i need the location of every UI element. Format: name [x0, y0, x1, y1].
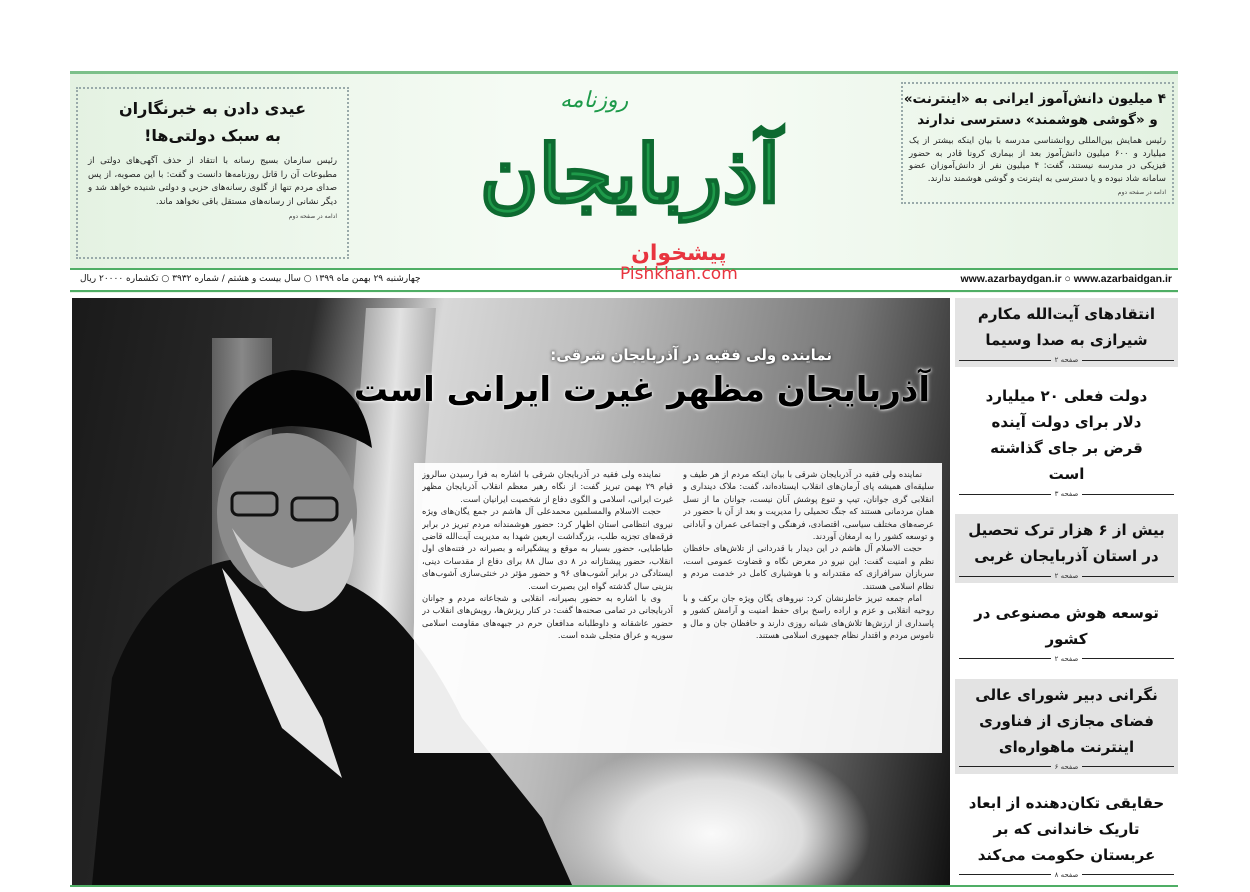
sidebar-item[interactable]: [955, 380, 1178, 501]
headline-kicker: نماینده ولی فقیه در آذربایجان شرقی:: [550, 346, 832, 364]
sidebar-headlines: [955, 298, 1178, 888]
teaser-title: به سبک دولتی‌ها!: [144, 126, 281, 145]
page-number: صفحه ۲: [1054, 356, 1079, 364]
bottom-rule: [70, 885, 1178, 887]
sidebar-headline: دولت فعلی ۲۰ میلیارد دلار برای دولت آینده قرض بر جای گذاشته است: [985, 387, 1148, 484]
lead-photo: [72, 298, 950, 885]
sidebar-headline: انتقادهای آیت‌الله مکارم شیرازی به صدا وسیما: [977, 305, 1156, 349]
paragraph: وی با اشاره به حضور بصیرانه، انقلابی و شجاعانه مردم و جوانان آذربایجانی در تمامی صحنه‌ها گفت: در کنار ریزش‌ها، رویش‌های انقلاب در حضور عاشقانه و داوطلبانه مدافعان حرم در جبهه‌های مقاومت اسلامی سوریه و عراق متجلی شده است.: [422, 593, 673, 641]
sidebar-headline: توسعه هوش مصنوعی در کشور: [974, 603, 1159, 648]
lead-headline[interactable]: [353, 346, 950, 410]
page-number: صفحه ۸: [1054, 870, 1079, 879]
teaser-body: رئیس سازمان بسیج رسانه با انتقاد از حذف آگهی‌های دولتی از مطبوعات آن را قاتل روزنامه‌ها دانست و گفت: با این مصوبه، از پس صدای مردم تنها از گلوی رسانه‌های حزبی و دولتی شنیده خواهد شد و دیگر نشانی از رسانه‌های مستقل باقی نخواهد ماند.: [88, 156, 337, 207]
teaser-title: و «گوشی هوشمند» دسترسی ندارند: [917, 112, 1158, 128]
page-ref: [959, 354, 1174, 366]
page-ref: [959, 653, 1174, 665]
page-ref: [959, 761, 1174, 773]
sidebar-item[interactable]: [955, 514, 1178, 583]
page-number: صفحه ۳: [1054, 490, 1079, 499]
sidebar-headline: بیش از ۶ هزار ترک تحصیل در استان آذربایجان غربی: [968, 521, 1165, 566]
continued-note: ادامه در صفحه دوم: [1117, 189, 1166, 196]
teaser-title: ۴ میلیون دانش‌آموز ایرانی به «اینترنت»: [903, 91, 1166, 107]
watermark-fa: پیشخوان: [631, 241, 727, 266]
sidebar-item[interactable]: [955, 679, 1178, 774]
page-ref: [959, 869, 1174, 881]
headline-title: آذربایجان مظهر غیرت ایرانی است: [353, 370, 930, 410]
page-number: صفحه ۲: [1054, 654, 1079, 663]
paragraph: امام جمعه تبریز خاطرنشان کرد: نیروهای یگان ویژه جان برکف و با روحیه انقلابی و عزم و اراده راسخ برای حفظ امنیت و آرامش کشور و پاسداری از ارزش‌ها تلاش‌های شبانه روزی دارند و حافظان جان و مال و ناموس مردم و اقتدار نظام جمهوری اسلامی هستند.: [683, 593, 934, 641]
watermark-en: Pishkhan.com: [620, 264, 738, 284]
paragraph: حجت الاسلام والمسلمین محمدعلی آل هاشم در جمع یگان‌های ویژه نیروی انتظامی استان اظهار کرد: حضور هوشمندانه مردم تبریز در برابر فرقه‌های تجزیه طلب، بزرگداشت اربعین شهدا به مدیریت آیت‌الله قاضی طباطبایی، حضور بسیار به موقع و پیشگیرانه و بصیرانه در فتنه‌های اول انقلاب، حضور پیشتازانه در ۸ دی سال ۸۸ برای دفاع از مقدسات دینی، ایستادگی در برابر آشوب‌های ۹۶ و حضور مؤثر در خنثی‌سازی آشوب‌های بنزینی سال گذشته گواه این بصیرت است.: [422, 506, 673, 591]
article-column-left: [683, 468, 934, 748]
paragraph: حجت الاسلام آل هاشم در این دیدار با قدردانی از تلاش‌های حافظان نظم و امنیت گفت: این نیرو در معرض نگاه و قضاوت عمومی است، سربازان سرافرازی که مقتدرانه و با هوشیاری کامل در خدمت مردم و نظام اسلامی هستند.: [683, 543, 934, 591]
teaser-body: رئیس همایش بین‌المللی روانشناسی مدرسه با بیان اینکه بیشتر از یک میلیارد و ۶۰۰ میلیون دانش‌آموز بعد از بیماری کرونا قادر به حضور فیزیکی در مدرسه نیستند، گفت: ۴ میلیون نفر از دانش‌آموزان عضو سامانه شاد نبوده و یا دسترسی به اینترنت و گوشی هوشمند ندارند.: [909, 136, 1166, 184]
sidebar-item[interactable]: [955, 298, 1178, 367]
paragraph: نماینده ولی فقیه در آذربایجان شرقی با اشاره به فرا رسیدن سالروز قیام ۲۹ بهمن تبریز گفت: از نگاه رهبر معظم انقلاب آذربایجان مظهر غیرت ایرانی، اسلامی و الگوی دفاع از شخصیت ایرانیان است.: [422, 469, 673, 504]
issue-date: چهارشنبه ۲۹ بهمن ماه ۱۳۹۹ ○ سال بیست و هشتم / شماره ۳۹۳۲ ○ تکشماره ۲۰۰۰۰ ریال: [80, 274, 421, 284]
sidebar-headline: حقایقی تکان‌دهنده از ابعاد تاریک خاندانی که بر عربستان حکومت می‌کند: [968, 793, 1165, 864]
page-number: صفحه ۲: [1054, 572, 1079, 581]
paragraph: نماینده ولی فقیه در آذربایجان شرقی با بیان اینکه مردم از هر طیف و سلیقه‌ای همیشه پای آرمان‌های انقلاب ایستاده‌اند، گفت: ملاک دینداری و انقلابی گری جوانان، تیپ و تنوع پوشش آنان نیست، جوانان ما از نسل همان مردمانی هستند که جنگ تحمیلی را مدیریت و بعد از آن با حضور در عرصه‌های مختلف سیاسی، اقتصادی، فرهنگی و اجتماعی عمران و آبادانی و توسعه کشور را به ارمغان آوردند.: [683, 469, 934, 542]
page-ref: [959, 488, 1174, 500]
pishkhan-watermark: [620, 243, 738, 283]
right-teaser-box[interactable]: [901, 82, 1174, 204]
lead-article: [414, 463, 942, 753]
sidebar-item[interactable]: [955, 787, 1178, 882]
website-links[interactable]: www.azarbaydgan.ir ○ www.azarbaidgan.ir: [960, 273, 1172, 285]
page-ref: [959, 570, 1174, 582]
teaser-title: عیدی دادن به خبرنگاران: [118, 99, 307, 118]
logo-subtitle: روزنامه: [560, 88, 629, 113]
sidebar-headline: نگرانی دبیر شورای عالی فضای مجازی از فناوری اینترنت ماهواره‌ای: [975, 685, 1158, 756]
continued-note: ادامه در صفحه دوم: [288, 213, 337, 220]
article-column-right: [422, 468, 673, 748]
logo-text: آذربایجان: [479, 127, 781, 221]
left-teaser-box[interactable]: [76, 87, 349, 259]
page-number: صفحه ۶: [1054, 762, 1079, 771]
sidebar-item[interactable]: [955, 597, 1178, 666]
